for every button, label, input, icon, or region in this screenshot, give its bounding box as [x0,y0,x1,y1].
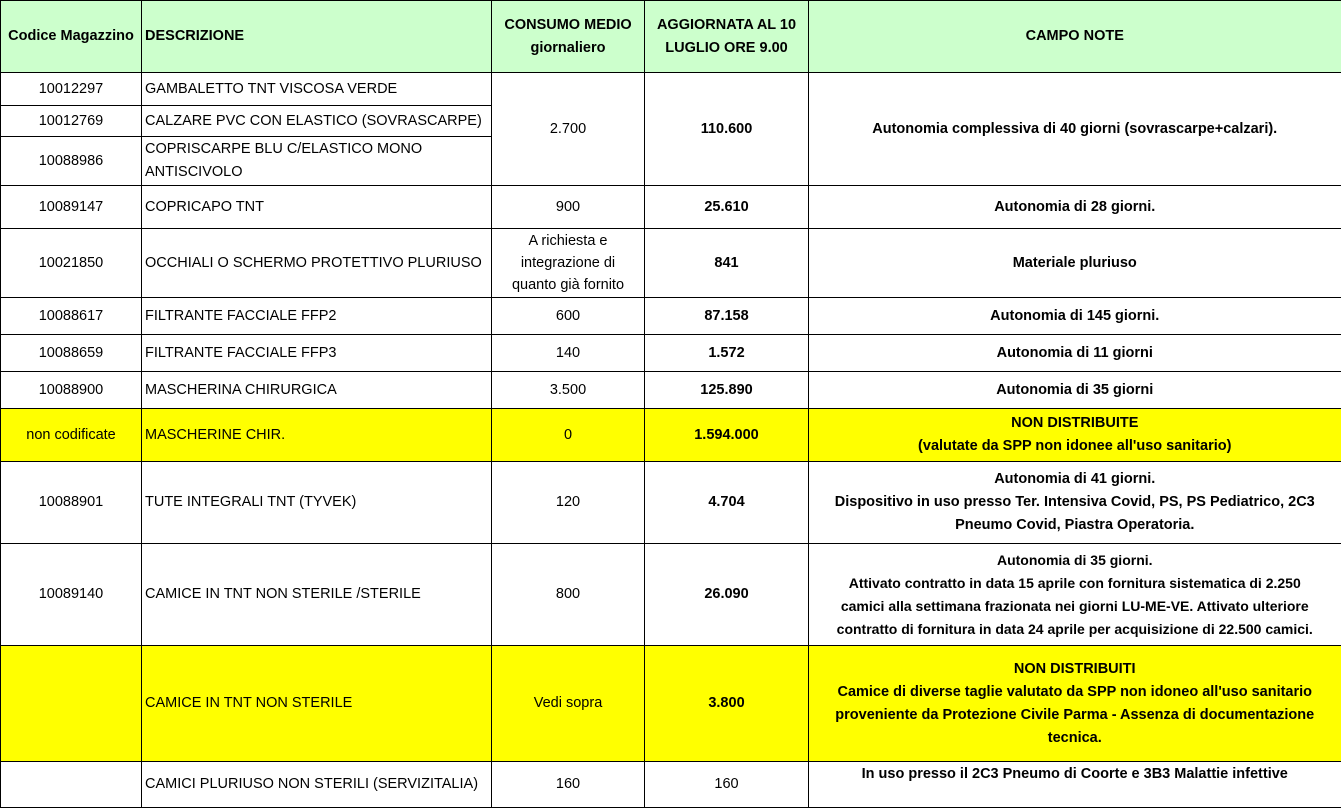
header-campo-note: CAMPO NOTE [809,1,1341,73]
cell-aggiornata: 25.610 [645,186,809,229]
cell-consumo: Vedi sopra [492,646,645,762]
cell-aggiornata: 26.090 [645,544,809,646]
cell-consumo: 3.500 [492,372,645,409]
cell-codice: 10089147 [1,186,142,229]
cell-aggiornata-group: 110.600 [645,73,809,186]
cell-aggiornata: 160 [645,762,809,808]
cell-descrizione: COPRICAPO TNT [142,186,492,229]
cell-codice: 10088986 [1,137,142,186]
table-row [1,298,1341,335]
header-aggiornata: AGGIORNATA AL 10 LUGLIO ORE 9.00 [645,1,809,73]
cell-codice: 10089140 [1,544,142,646]
table-row [1,186,1341,229]
cell-consumo: 120 [492,462,645,544]
cell-descrizione: COPRISCARPE BLU C/ELASTICO MONO ANTISCIVOLO [142,137,492,186]
cell-note: Autonomia di 41 giorni. Dispositivo in uso presso Ter. Intensiva Covid, PS, PS Pediatrico, 2C3 Pneumo Covid, Piastra Operatoria. [809,462,1341,544]
cell-aggiornata: 3.800 [645,646,809,762]
header-consumo-medio: CONSUMO MEDIO giornaliero [492,1,645,73]
cell-codice: 10088901 [1,462,142,544]
cell-note: Autonomia di 28 giorni. [809,186,1341,229]
cell-note: Autonomia di 145 giorni. [809,298,1341,335]
cell-consumo: 0 [492,409,645,462]
cell-note-group: Autonomia complessiva di 40 giorni (sovrascarpe+calzari). [809,73,1341,186]
table-row [1,372,1341,409]
cell-codice: 10021850 [1,229,142,298]
header-codice-magazzino: Codice Magazzino [1,1,142,73]
cell-note: In uso presso il 2C3 Pneumo di Coorte e 3B3 Malattie infettive [809,762,1341,808]
cell-descrizione: OCCHIALI O SCHERMO PROTETTIVO PLURIUSO [142,229,492,298]
cell-consumo: 140 [492,335,645,372]
cell-aggiornata: 4.704 [645,462,809,544]
cell-note: Autonomia di 35 giorni [809,372,1341,409]
cell-descrizione: CALZARE PVC CON ELASTICO (SOVRASCARPE) [142,106,492,137]
table-row [1,544,1341,646]
cell-consumo: A richiesta e integrazione di quanto già fornito [492,229,645,298]
cell-descrizione: TUTE INTEGRALI TNT (TYVEK) [142,462,492,544]
cell-descrizione: CAMICE IN TNT NON STERILE /STERILE [142,544,492,646]
cell-consumo: 160 [492,762,645,808]
cell-descrizione: MASCHERINE CHIR. [142,409,492,462]
cell-aggiornata: 1.594.000 [645,409,809,462]
cell-aggiornata: 841 [645,229,809,298]
cell-note: Autonomia di 35 giorni. Attivato contratto in data 15 aprile con fornitura sistematica di 2.250 camici alla settimana frazionata nei giorni LU-ME-VE. Attivato ulteriore contratto di fornitura in data 24 aprile per acquisizione di 22.500 camici. [809,544,1341,646]
cell-consumo: 600 [492,298,645,335]
cell-descrizione: GAMBALETTO TNT VISCOSA VERDE [142,73,492,106]
cell-codice [1,646,142,762]
cell-descrizione: MASCHERINA CHIRURGICA [142,372,492,409]
cell-aggiornata: 125.890 [645,372,809,409]
table-row [1,335,1341,372]
table-row-highlighted [1,646,1341,762]
table-row [1,73,1341,106]
cell-descrizione: CAMICI PLURIUSO NON STERILI (SERVIZITALIA) [142,762,492,808]
cell-aggiornata: 87.158 [645,298,809,335]
header-descrizione: DESCRIZIONE [142,1,492,73]
cell-note: NON DISTRIBUITI Camice di diverse taglie valutato da SPP non idoneo all'uso sanitario proveniente da Protezione Civile Parma - Assenza di documentazione tecnica. [809,646,1341,762]
cell-codice: 10088659 [1,335,142,372]
cell-descrizione: FILTRANTE FACCIALE FFP2 [142,298,492,335]
header-row [1,1,1341,73]
cell-codice: 10012297 [1,73,142,106]
cell-note: Materiale pluriuso [809,229,1341,298]
cell-aggiornata: 1.572 [645,335,809,372]
cell-consumo: 900 [492,186,645,229]
cell-descrizione: FILTRANTE FACCIALE FFP3 [142,335,492,372]
cell-note: Autonomia di 11 giorni [809,335,1341,372]
table-row-highlighted [1,409,1341,462]
cell-consumo-group: 2.700 [492,73,645,186]
cell-descrizione: CAMICE IN TNT NON STERILE [142,646,492,762]
cell-codice: 10088617 [1,298,142,335]
cell-note: NON DISTRIBUITE (valutate da SPP non idonee all'uso sanitario) [809,409,1341,462]
cell-consumo: 800 [492,544,645,646]
cell-codice: non codificate [1,409,142,462]
cell-codice: 10012769 [1,106,142,137]
cell-codice: 10088900 [1,372,142,409]
table-row [1,229,1341,298]
table-row [1,462,1341,544]
